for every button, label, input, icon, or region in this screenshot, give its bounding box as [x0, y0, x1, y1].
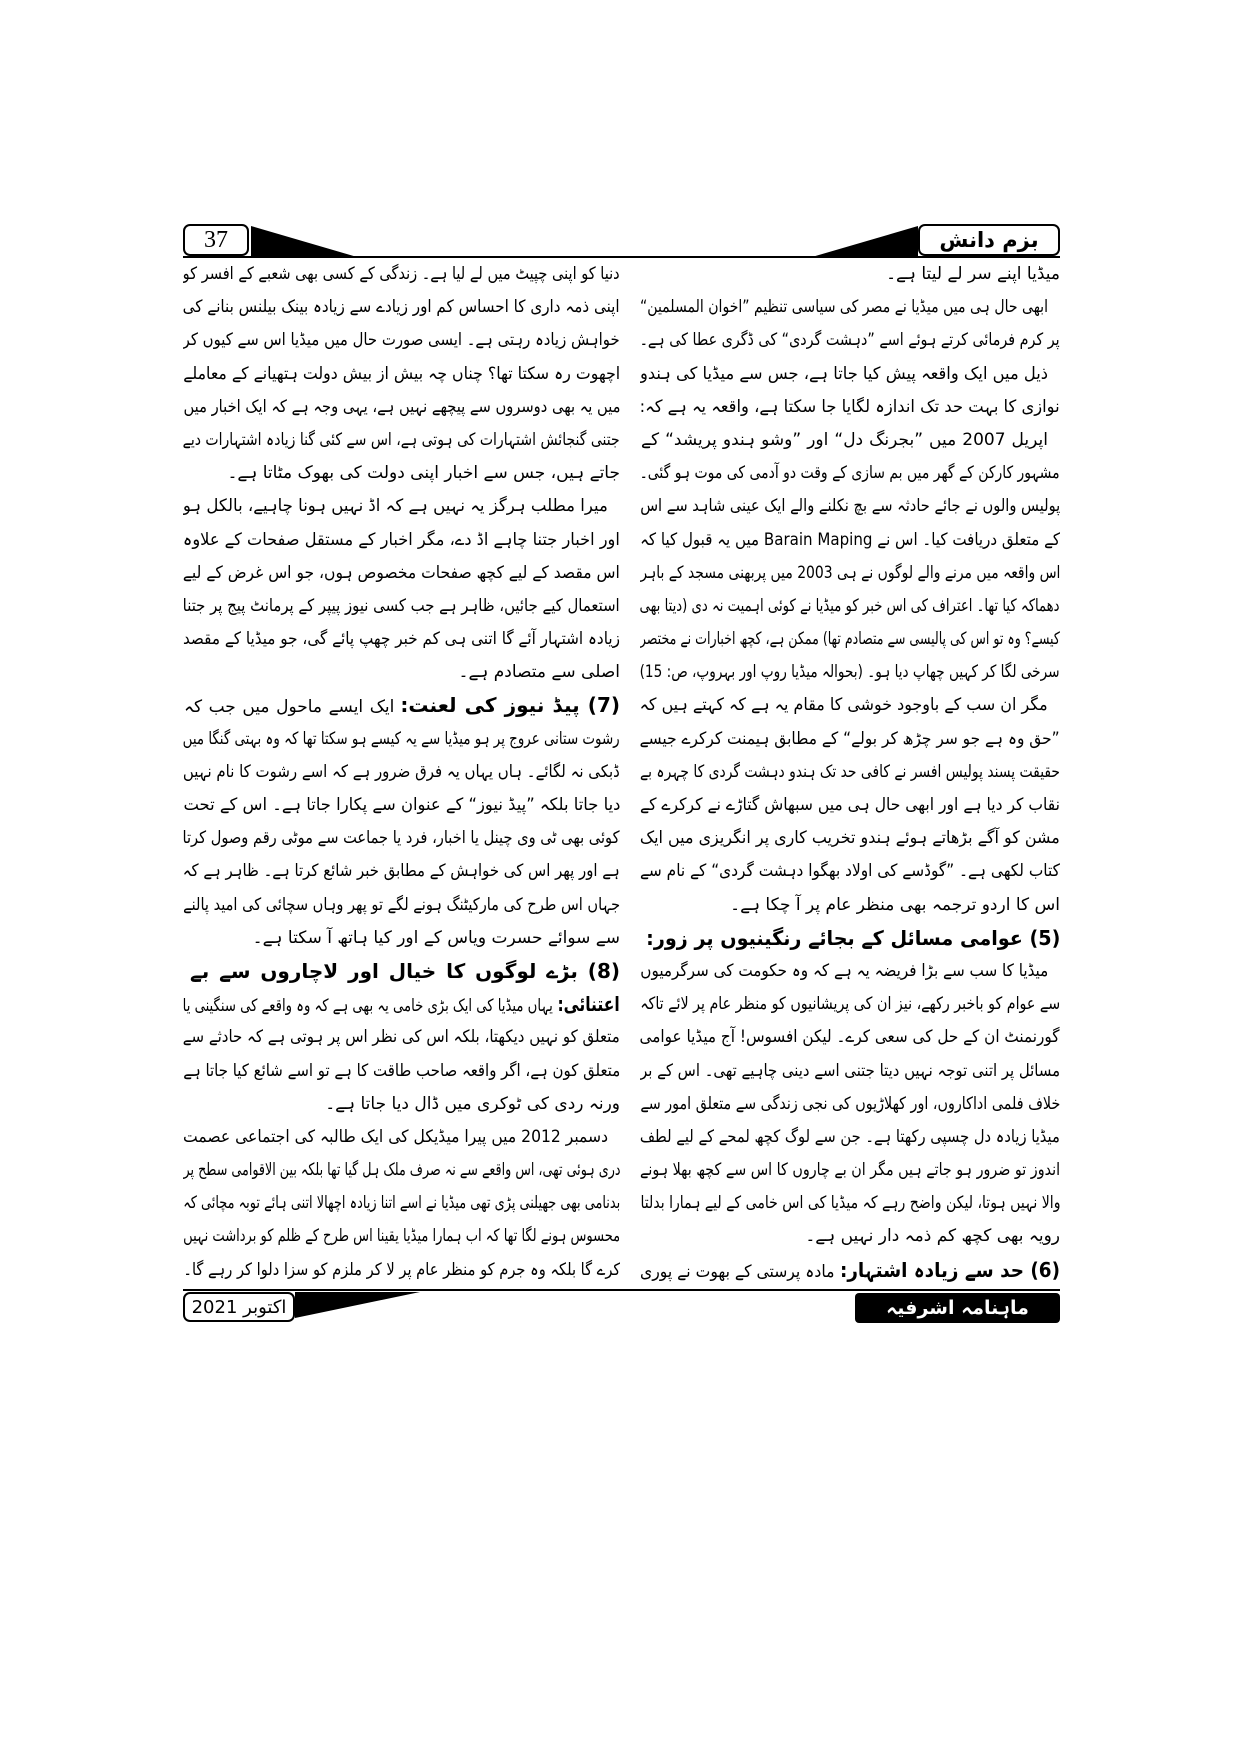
line-text: دیا جاتا بلکہ ”پیڈ نیوز“ کے عنوان سے پکارا جاتا ہے۔ اس کے تحت — [183, 795, 620, 815]
line-text: ایک ایسے ماحول میں جب کہ — [184, 697, 395, 718]
text-line — [183, 590, 620, 623]
text-line — [640, 1121, 1060, 1154]
text-line — [640, 490, 1060, 523]
text-line — [640, 656, 1060, 689]
line-text: ”حق وہ ہے جو سر چڑھ کر بولے“ کے مطابق ہیمنت کرکرے جیسے — [640, 728, 1060, 749]
section-heading: (8) بڑے لوگوں کا خیال اور لاچاروں سے بے — [190, 958, 620, 983]
text-line — [640, 524, 1060, 557]
text-line — [640, 822, 1060, 855]
text-line — [183, 424, 620, 457]
text-line — [640, 1088, 1060, 1121]
line-text: میرا مطلب ہرگز یہ نہیں ہے کہ اڈ نہیں ہونا چاہیے، بالکل ہو — [183, 496, 608, 517]
text-line — [183, 623, 620, 656]
text-line — [183, 557, 620, 590]
text-line — [640, 855, 1060, 888]
line-text: کے متعلق دریافت کیا۔ اس نے Barain Maping میں یہ قبول کیا کہ — [640, 529, 1060, 550]
line-text: میڈیا کا سب سے بڑا فریضہ یہ ہے کہ وہ حکومت کی سرگرمیوں — [640, 960, 1048, 981]
section-title: بزم دانش — [918, 224, 1060, 256]
page-number: 37 — [183, 224, 249, 256]
text-line — [640, 955, 1060, 988]
text-line — [183, 756, 620, 789]
text-line — [183, 789, 620, 822]
line-text: دری ہوئی تھی، اس واقعے سے نہ صرف ملک ہل گیا تھا بلکہ بین الاقوامی سطح پر — [183, 1160, 620, 1181]
text-line — [640, 324, 1060, 357]
text-line — [640, 1055, 1060, 1088]
text-line — [640, 1187, 1060, 1220]
text-line — [640, 689, 1060, 722]
text-line — [640, 723, 1060, 756]
section-heading: (5) عوامی مسائل کے بجائے رنگینیوں پر زور: — [645, 925, 1060, 950]
line-text: اس مقصد کے لیے کچھ صفحات مخصوص ہوں، جو اس غرض کے لیے — [183, 562, 620, 583]
line-text: رشوت ستانی عروج پر ہو میڈیا سے یہ کیسے ہو سکتا تھا کہ وہ بہتی گنگا میں — [183, 728, 620, 749]
text-line — [183, 855, 620, 888]
line-text: حقیقت پسند پولیس افسر نے کافی حد تک ہندو دہشت گردی کا چہرہ بے — [640, 761, 1060, 782]
line-text: پر کرم فرمائی کرتے ہوئے اسے ”دہشت گردی“ کی ڈگری عطا کی ہے۔ — [640, 330, 1060, 351]
line-text: اپریل 2007 میں ”بجرنگ دل“ اور ”وشو ہندو پریشد“ کے — [641, 429, 1048, 450]
magazine-name: ماہنامہ اشرفیہ — [855, 1293, 1060, 1323]
line-text: اپنی ذمہ داری کا احساس کم اور زیادے سے زیادہ بینک بیلنس بنانے کی — [183, 297, 620, 318]
line-text: والا نہیں ہوتا، لیکن واضح رہے کہ میڈیا کی اس خامی کے لیے ہمارا بدلتا — [640, 1193, 1060, 1214]
text-line — [183, 358, 620, 391]
section-heading: (6) حد سے زیادہ اشتہار: — [840, 1257, 1060, 1282]
line-text: مشہور کارکن کے گھر میں بم سازی کے وقت دو آدمی کی موت ہو گئی۔ — [640, 463, 1060, 484]
line-text: اندوز تو ضرور ہو جاتے ہیں مگر ان بے چاروں کا اس سے کچھ بھلا ہونے — [640, 1160, 1060, 1181]
line-text: زیادہ اشتہار آئے گا اتنی ہی کم خبر چھپ پائے گی، جو میڈیا کے مقصد — [183, 629, 620, 650]
line-text: ذیل میں ایک واقعہ پیش کیا جاتا ہے، جس سے میڈیا کی ہندو — [640, 363, 1048, 384]
line-text: متعلق کون ہے، اگر واقعہ صاحب طاقت کا ہے تو اسے شائع کیا جاتا ہے — [183, 1060, 620, 1081]
line-text: جہاں اس طرح کی مارکیٹنگ ہونے لگے تو پھر وہاں سچائی کی امید پالنے — [183, 894, 620, 915]
left-column — [183, 258, 620, 1287]
text-line — [640, 358, 1060, 391]
section-heading: (7) پیڈ نیوز کی لعنت: — [400, 693, 620, 718]
text-line — [183, 1055, 620, 1088]
line-content — [183, 988, 620, 1021]
line-content — [640, 1254, 1060, 1287]
line-text: کوئی بھی ٹی وی چینل یا اخبار، فرد یا جماعت سے موٹی رقم وصول کرتا — [183, 828, 620, 849]
line-text: پولیس والوں نے جائے حادثہ سے بچ نکلنے والے ایک عینی شاہد سے اس — [640, 496, 1060, 517]
line-text: کرے گا بلکہ وہ جرم کو منظر عام پر لا کر ملزم کو سزا دلوا کر رہے گا۔ — [183, 1259, 620, 1280]
line-text: نوازی کا بہت حد تک اندازہ لگایا جا سکتا ہے، واقعہ یہ ہے کہ: — [640, 396, 1060, 417]
issue-date: اکتوبر 2021 — [183, 1292, 295, 1322]
text-line — [183, 1187, 620, 1220]
line-text: یہاں میڈیا کی ایک بڑی خامی یہ بھی ہے کہ وہ واقعے کی سنگینی یا — [183, 996, 554, 1017]
text-line — [640, 258, 1060, 291]
line-text: خواہش زیادہ رہتی ہے۔ ایسی صورت حال میں میڈیا اس سے کیوں کر — [183, 330, 620, 351]
text-line — [183, 291, 620, 324]
line-text: دسمبر 2012 میں پیرا میڈیکل کی ایک طالبہ کی اجتماعی عصمت — [183, 1126, 608, 1147]
text-line — [183, 889, 620, 922]
text-line — [640, 590, 1060, 623]
text-line — [183, 258, 620, 291]
text-line — [183, 723, 620, 756]
line-text: اس واقعہ میں مرنے والے لوگوں نے ہی 2003 میں پربھنی مسجد کے باہر — [640, 562, 1060, 583]
text-line — [640, 424, 1060, 457]
text-line — [183, 324, 620, 357]
line-text: اور اخبار جتنا چاہے اڈ دے، مگر اخبار کے مستقل صفحات کے علاوہ — [183, 529, 620, 550]
text-line — [640, 557, 1060, 590]
line-text: رویہ بھی کچھ کم ذمہ دار نہیں ہے۔ — [805, 1226, 1060, 1247]
text-line — [183, 822, 620, 855]
text-line — [183, 1254, 620, 1287]
line-text: اس کا اردو ترجمہ بھی منظر عام پر آ چکا ہے۔ — [730, 894, 1060, 915]
line-text: ہے اور پھر اس کی خواہش کے مطابق خبر شائع کرتا ہے۔ ظاہر ہے کہ — [183, 861, 620, 882]
line-text: کتاب لکھی ہے۔ ”گوڈسے کی اولاد بھگوا دہشت گردی“ کے نام سے — [640, 861, 1060, 882]
line-text: مادہ پرستی کے بھوت نے پوری — [640, 1261, 835, 1282]
line-text: مسائل پر اتنی توجہ نہیں دیتا جتنی اسے دینی چاہیے تھی۔ اس کے بر — [640, 1060, 1060, 1081]
line-text: جتنی گنجائش اشتہارات کی ہوتی ہے، اس سے کئی گنا زیادہ اشتہارات دیے — [183, 429, 620, 450]
line-text: ورنہ ردی کی ٹوکری میں ڈال دیا جاتا ہے۔ — [325, 1093, 620, 1114]
line-content — [184, 689, 620, 722]
line-text: گورنمنٹ ان کے حل کی سعی کرے۔ لیکن افسوس! آج میڈیا عوامی — [640, 1027, 1060, 1048]
line-text: ڈبکی نہ لگائے۔ ہاں یہاں یہ فرق ضرور ہے کہ اسے رشوت کا نام نہیں — [183, 761, 620, 782]
text-line — [183, 656, 620, 689]
line-content — [184, 955, 620, 988]
heading-line — [640, 1254, 1060, 1287]
line-text: میڈیا زیادہ دل چسپی رکھتا ہے۔ جن سے لوگ کچھ لمحے کے لیے لطف — [640, 1126, 1060, 1147]
footer-rule — [183, 1289, 1060, 1291]
text-line — [183, 1154, 620, 1187]
text-line — [640, 457, 1060, 490]
text-line — [183, 1088, 620, 1121]
text-line — [640, 1154, 1060, 1187]
text-line — [183, 457, 620, 490]
header-wedge-right — [812, 226, 918, 257]
text-line — [640, 889, 1060, 922]
heading-line — [183, 955, 620, 988]
line-text: کیسے؟ وہ تو اس کی پالیسی سے متصادم تھا) ممکن ہے، کچھ اخبارات نے مختصر — [640, 629, 1060, 650]
heading-line — [183, 689, 620, 722]
line-text: سے عوام کو باخبر رکھے، نیز ان کی پریشانیوں کو منظر عام پر لائے تاکہ — [640, 994, 1060, 1015]
text-line — [640, 291, 1060, 324]
line-text: جاتے ہیں، جس سے اخبار اپنی دولت کی بھوک مٹاتا ہے۔ — [227, 463, 620, 484]
text-line — [183, 524, 620, 557]
line-text: دھماکہ کیا تھا۔ اعتراف کی اس خبر کو میڈیا نے کوئی اہمیت نہ دی (دیتا بھی — [640, 595, 1060, 616]
text-line — [640, 623, 1060, 656]
heading-line — [640, 922, 1060, 955]
text-line — [183, 922, 620, 955]
line-text: میں یہ بھی دوسروں سے پیچھے نہیں ہے، یہی وجہ ہے کہ ایک اخبار میں — [183, 396, 620, 417]
footer-wedge — [295, 1292, 420, 1318]
text-line — [183, 490, 620, 523]
text-line — [640, 1021, 1060, 1054]
text-line — [640, 988, 1060, 1021]
line-text: نقاب کر دیا ہے اور ابھی حال ہی میں سبھاش گتاڑے نے کرکرے کے — [640, 795, 1060, 815]
line-text: استعمال کیے جائیں، ظاہر ہے جب کسی نیوز پیپر کے پرمانٹ پیج پر جتنا — [183, 595, 620, 616]
text-line — [183, 1021, 620, 1054]
line-content — [640, 922, 1060, 955]
text-line — [640, 789, 1060, 822]
text-line — [640, 756, 1060, 789]
line-text: مشن کو آگے بڑھاتے ہوئے ہندو تخریب کاری پر انگریزی میں ایک — [640, 828, 1060, 849]
text-line — [183, 1220, 620, 1253]
text-line — [640, 1220, 1060, 1253]
text-line — [183, 391, 620, 424]
line-text: خلاف فلمی اداکاروں، اور کھلاڑیوں کی نجی زندگی سے متعلق امور سے — [640, 1093, 1060, 1114]
text-line — [640, 391, 1060, 424]
right-column — [640, 258, 1060, 1287]
line-text: میڈیا اپنے سر لے لیتا ہے۔ — [886, 264, 1060, 284]
line-text: مگر ان سب کے باوجود خوشی کا مقام یہ ہے کہ کہتے ہیں کہ — [640, 695, 1048, 716]
line-text: ابھی حال ہی میں میڈیا نے مصر کی سیاسی تنظیم ”اخوان المسلمین“ — [640, 297, 1048, 318]
line-text: اصلی سے متصادم ہے۔ — [458, 662, 620, 683]
heading-line — [183, 988, 620, 1021]
line-text: اچھوت رہ سکتا تھا؟ چناں چہ بیش از بیش دولت ہتھیانے کے معاملے — [183, 363, 620, 384]
text-line — [183, 1121, 620, 1154]
line-text: دنیا کو اپنی چپیٹ میں لے لیا ہے۔ زندگی کے کسی بھی شعبے کے افسر کو — [183, 264, 620, 284]
line-text: محسوس ہونے لگا تھا کہ اب ہمارا میڈیا یقینا اس طرح کے ظلم کو برداشت نہیں — [183, 1226, 620, 1247]
line-text: بدنامی بھی جھیلنی پڑی تھی میڈیا نے اسے اتنا زیادہ اچھالا اتنی ہائے توبہ مچائی کہ — [183, 1193, 620, 1214]
section-heading: اعتنائی: — [557, 992, 620, 1017]
line-text: متعلق کو نہیں دیکھتا، بلکہ اس کی نظر اس پر ہوتی ہے کہ حادثے سے — [183, 1027, 620, 1048]
line-text: سے سوائے حسرت ویاس کے اور کیا ہاتھ آ سکتا ہے۔ — [252, 927, 620, 948]
line-text: سرخی لگا کر کہیں چھاپ دیا ہو۔ (بحوالہ میڈیا روپ اور بہروپ، ص: 15) — [640, 662, 1060, 683]
header-wedge-left — [251, 226, 357, 257]
